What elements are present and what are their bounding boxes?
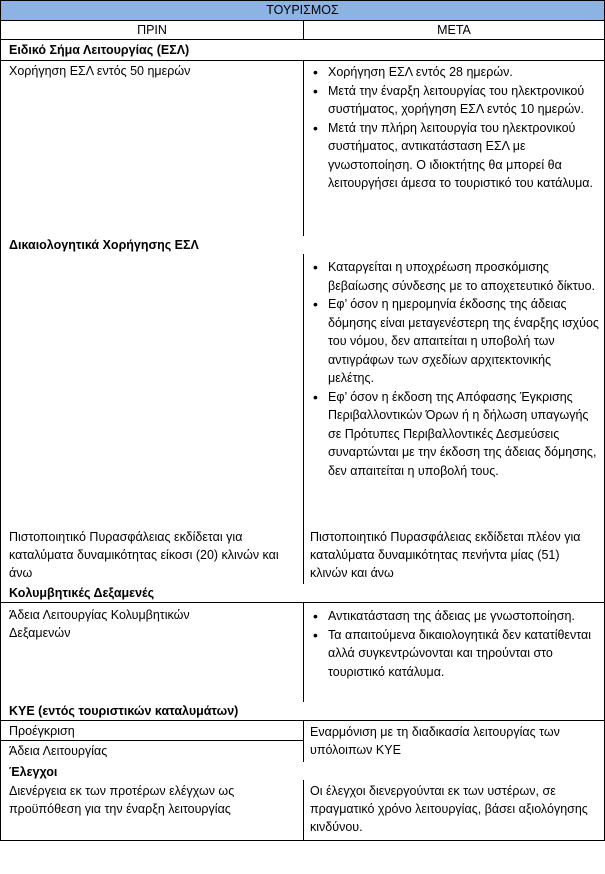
list-item: • Τα απαιτούμενα δικαιολογητικά δεν κατατίθενται αλλά συγκεντρώνονται και τηρούνται στο τουριστικό κατάλυμα. bbox=[310, 626, 600, 682]
docs-after-list bbox=[310, 258, 600, 480]
grid-line bbox=[0, 0, 1, 841]
grid-line bbox=[0, 740, 303, 741]
pools-after-list bbox=[310, 607, 600, 681]
grid-line bbox=[303, 60, 304, 236]
fire-certificate-before-text: Πιστοποιητικό Πυρασφάλειας εκδίδεται για καταλύματα δυναμικότητας είκοσι (20) κλινών και άνω bbox=[9, 530, 279, 580]
list-item: • Εφ’ όσον η ημερομηνία έκδοσης της άδειας δόμησης είναι μεταγενέστερη της έναρξης ισχύος του νόμου, δεν απαιτείται η υποβολή των αντιγράφων των σχεδίων αρχιτεκτονικής μελέτης. bbox=[310, 295, 600, 388]
kye-before-license: Άδεια Λειτουργίας bbox=[9, 744, 108, 758]
grid-line bbox=[303, 780, 304, 840]
checks-before-text: Διενέργεια εκ των προτέρων ελέγχων ως προϋπόθεση για την έναρξη λειτουργίας bbox=[9, 784, 235, 816]
kye-before-preapproval: Προέγκριση bbox=[9, 724, 75, 738]
grid-line bbox=[0, 0, 605, 1]
column-header-before: ΠΡΙΝ bbox=[137, 23, 167, 37]
section-heading-pools: Κολυμβητικές Δεξαμενές bbox=[9, 586, 155, 600]
kye-after-text: Εναρμόνιση με τη διαδικασία λειτουργίας των υπόλοιπων ΚΥΕ bbox=[310, 725, 560, 757]
grid-line bbox=[0, 840, 605, 841]
section-heading-docs: Δικαιολογητικά Χορήγησης ΕΣΛ bbox=[9, 238, 199, 252]
grid-line bbox=[303, 720, 304, 762]
column-header-after: ΜΕΤΑ bbox=[437, 23, 471, 37]
esl-after-list bbox=[310, 63, 600, 193]
table-title: ΤΟΥΡΙΣΜΟΣ bbox=[0, 1, 605, 20]
esl-before-text: Χορήγηση ΕΣΛ εντός 50 ημερών bbox=[9, 64, 191, 78]
section-heading-esl: Ειδικό Σήμα Λειτουργίας (ΕΣΛ) bbox=[9, 43, 190, 57]
checks-after-text: Οι έλεγχοι διενεργούνται εκ των υστέρων, σε πραγματικό χρόνο λειτουργίας, βάσει αξιολόγησης κινδύνου. bbox=[310, 784, 588, 834]
pools-before-text: Άδεια Λειτουργίας Κολυμβητικών Δεξαμενών bbox=[9, 608, 190, 640]
fire-certificate-after-text: Πιστοποιητικό Πυρασφάλειας εκδίδεται πλέον για καταλύματα δυναμικότητας πενήντα μίας (51) κλινών και άνω bbox=[310, 530, 581, 580]
grid-line bbox=[303, 602, 304, 702]
list-item: • Χορήγηση ΕΣΛ εντός 28 ημερών. bbox=[310, 63, 600, 82]
section-heading-checks: Έλεγχοι bbox=[9, 765, 58, 779]
list-item: • Καταργείται η υποχρέωση προσκόμισης βεβαίωσης σύνδεσης με το αποχετευτικό δίκτυο. bbox=[310, 258, 600, 295]
section-heading-kye: ΚΥΕ (εντός τουριστικών καταλυμάτων) bbox=[9, 704, 239, 718]
grid-line bbox=[303, 254, 304, 584]
list-item: • Μετά την πλήρη λειτουργία του ηλεκτρονικού συστήματος, αντικατάσταση ΕΣΛ με γνωστοποίηση. Ο ιδιοκτήτης θα μπορεί θα λειτουργήσει άμεσα το τουριστικό του κατάλυμα. bbox=[310, 119, 600, 193]
list-item: • Μετά την έναρξη λειτουργίας του ηλεκτρονικού συστήματος, χορήγηση ΕΣΛ εντός 10 ημερών. bbox=[310, 82, 600, 119]
list-item: • Αντικατάσταση της άδειας με γνωστοποίηση. bbox=[310, 607, 600, 626]
list-item: • Εφ’ όσον η έκδοση της Απόφασης Έγκρισης Περιβαλλοντικών Όρων ή η δήλωση υπαγωγής σε Πρότυπες Περιβαλλοντικές Δεσμεύσεις συναρτώνται με την έκδοση της άδειας δόμησης, δεν απαιτείται η υποβολή τους. bbox=[310, 388, 600, 481]
